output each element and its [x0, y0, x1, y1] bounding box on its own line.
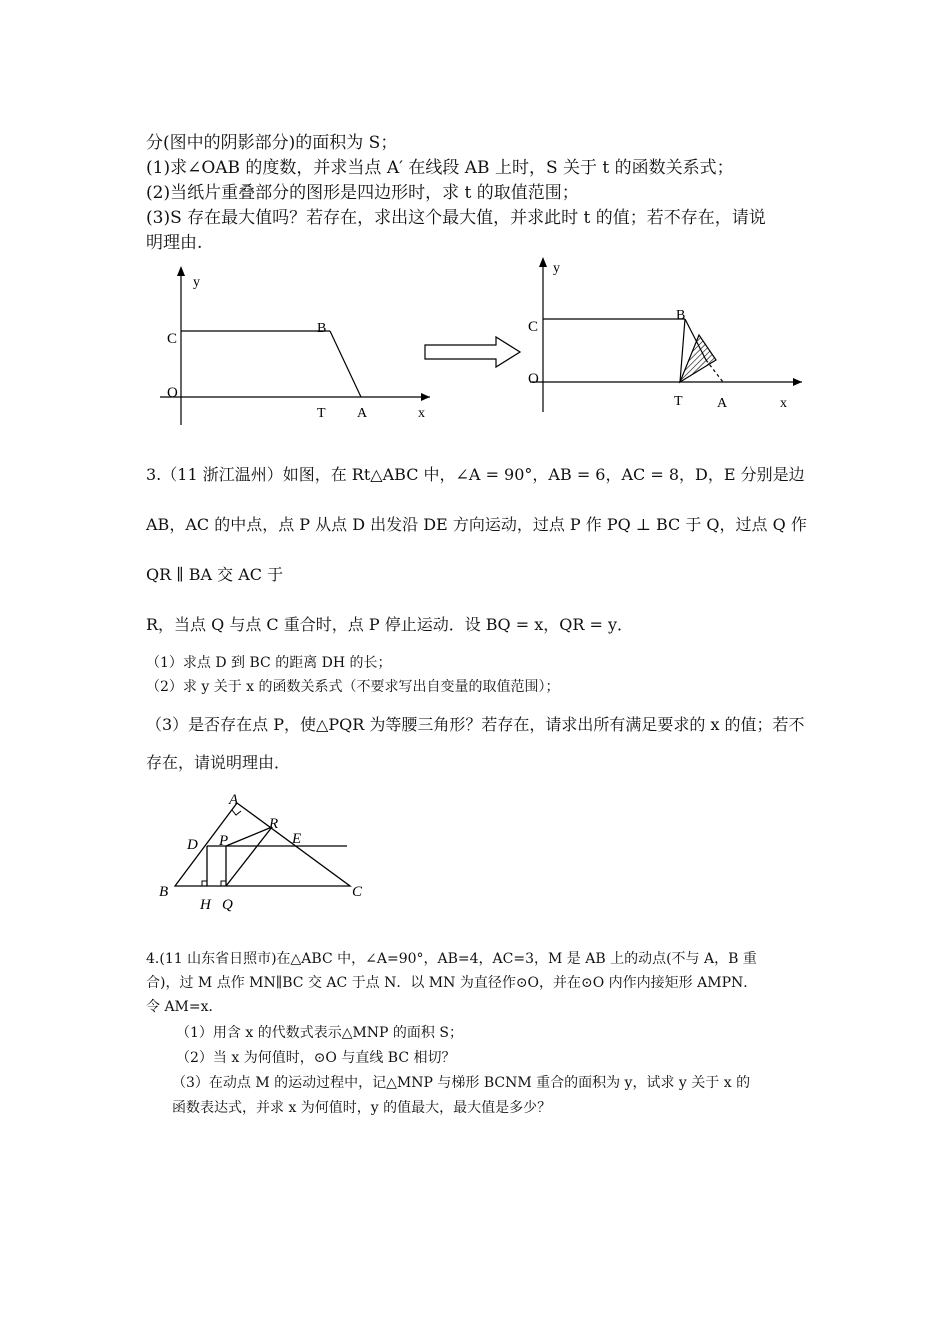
problem3-line-3: QR ∥ BA 交 AC 于 — [146, 565, 284, 584]
left-label-C: C — [167, 331, 178, 347]
fig3-label-R: R — [269, 816, 279, 832]
fig3-label-P: P — [219, 833, 229, 849]
problem4-line-5: （2）当 x 为何值时，⊙O 与直线 BC 相切？ — [176, 1050, 456, 1066]
fig3-label-D: D — [187, 837, 198, 853]
problem4-line-2: 合)，过 M 点作 MN∥BC 交 AC 于点 N．以 MN 为直径作⊙O，并在⊙O 内作内接矩形 AMPN． — [146, 975, 758, 991]
left-label-O: O — [167, 385, 178, 401]
left-label-A: A — [357, 406, 368, 421]
right-label-O: O — [528, 371, 539, 387]
problem2-figure-right — [520, 252, 810, 424]
right-label-T: T — [674, 394, 683, 409]
problem2-line-4: (3)S 存在最大值吗？若存在，求出这个最大值，并求此时 t 的值；若不存在，请说 — [146, 208, 766, 228]
problem3-line-2: AB，AC 的中点，点 P 从点 D 出发沿 DE 方向运动，过点 P 作 PQ ⊥ BC 于 Q，过点 Q 作 — [146, 515, 807, 534]
problem3-line-4: R，当点 Q 与点 C 重合时，点 P 停止运动．设 BQ = x，QR = y． — [146, 615, 634, 634]
problem3-line-6: （2）求 y 关于 x 的函数关系式（不要求写出自变量的取值范围）； — [146, 679, 560, 695]
left-label-B: B — [317, 321, 327, 336]
fig3-label-A: A — [229, 792, 239, 808]
problem2-figure-left — [150, 260, 440, 430]
problem4-line-6: （3）在动点 M 的运动过程中，记△MNP 与梯形 BCNM 重合的面积为 y，试求 y 关于 x 的 — [172, 1075, 751, 1091]
right-label-A: A — [717, 396, 728, 411]
fig3-label-H: H — [200, 897, 211, 913]
left-label-T: T — [317, 406, 326, 421]
problem4-line-7: 函数表达式，并求 x 为何值时，y 的值最大，最大值是多少？ — [172, 1100, 552, 1116]
fig3-label-B: B — [159, 884, 169, 900]
problem4-line-4: （1）用含 x 的代数式表示△MNP 的面积 S； — [176, 1025, 463, 1041]
fig3-label-Q: Q — [222, 897, 233, 913]
right-label-y: y — [553, 261, 560, 276]
problem3-line-1: 3.（11 浙江温州）如图，在 Rt△ABC 中，∠A = 90°，AB = 6，AC = 8，D，E 分别是边 — [146, 465, 805, 484]
problem3-line-5: （1）求点 D 到 BC 的距离 DH 的长； — [146, 655, 392, 671]
fig3-label-E: E — [292, 831, 302, 847]
problem4-line-1: 4.(11 山东省日照市)在△ABC 中，∠A=90°，AB=4，AC=3，M 是 AB 上的动点(不与 A，B 重 — [146, 951, 757, 967]
transform-arrow-icon — [422, 335, 524, 369]
problem3-line-8: 存在，请说明理由． — [146, 753, 291, 772]
problem2-line-5: 明理由. — [146, 233, 203, 253]
left-label-y: y — [193, 275, 200, 290]
left-label-x: x — [418, 406, 425, 421]
right-label-B: B — [676, 308, 686, 323]
problem3-line-7: （3）是否存在点 P，使△PQR 为等腰三角形？若存在，请求出所有满足要求的 x 的值；若不 — [146, 715, 805, 734]
right-label-C: C — [528, 319, 539, 335]
right-label-x: x — [780, 396, 787, 411]
problem2-line-2: (1)求∠OAB 的度数，并求当点 A′ 在线段 AB 上时，S 关于 t 的函数关系式； — [146, 158, 734, 178]
problem2-line-3: (2)当纸片重叠部分的图形是四边形时，求 t 的取值范围； — [146, 183, 579, 203]
problem2-line-1: 分(图中的阴影部分)的面积为 S； — [146, 133, 398, 153]
fig3-label-C: C — [352, 884, 363, 900]
problem4-line-3: 令 AM=x． — [146, 999, 223, 1015]
problem3-figure — [150, 785, 380, 915]
